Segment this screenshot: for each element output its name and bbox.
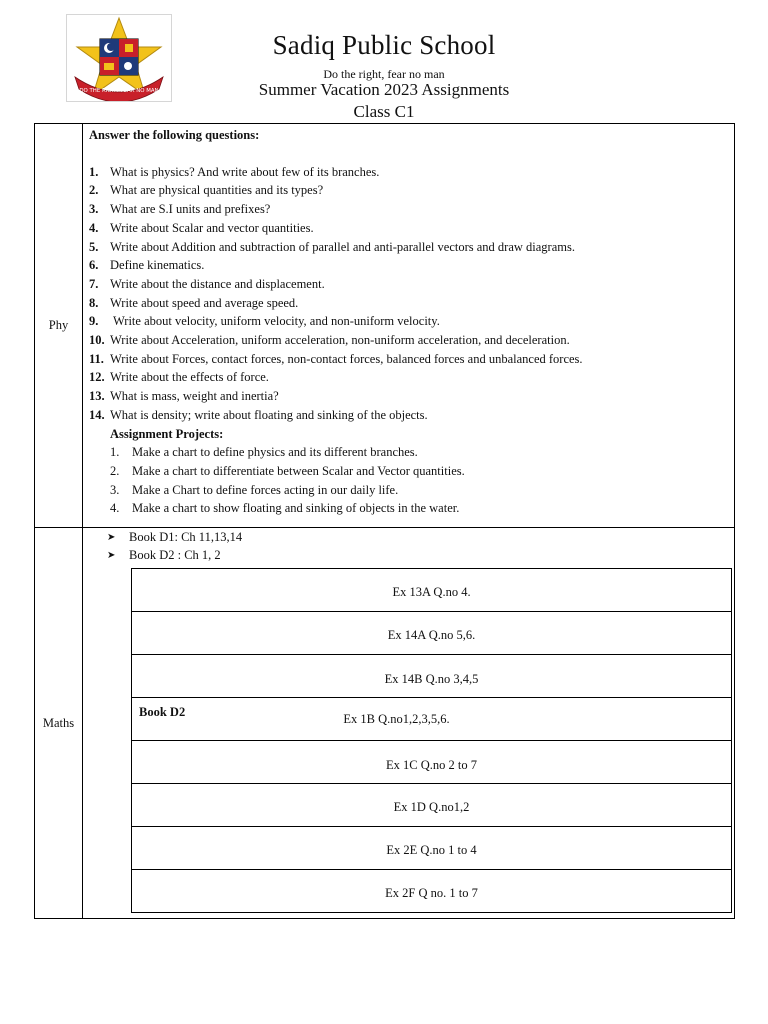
question-item: 10. Write about Acceleration, uniform acceleration, non-uniform acceleration, and deceleration. [89,333,570,348]
question-item: 5. Write about Addition and subtraction of parallel and anti-parallel vectors and draw diagrams. [89,239,575,254]
question-item: 13. What is mass, weight and inertia? [89,389,279,404]
arrow-bullet-icon: ➤ [107,532,116,543]
exercise-cell: Ex 2E Q.no 1 to 4 [132,827,732,870]
assignments-table [34,123,735,919]
exercise-cell: Ex 14A Q.no 5,6. [132,612,732,655]
maths-books-list [89,529,734,564]
question-item: 9. Write about velocity, uniform velocity, and non-uniform velocity. [89,314,440,329]
exercise-cell: Ex 14B Q.no 3,4,5 [132,655,732,698]
exercise-cell: Book D2 Ex 1B Q.no1,2,3,5,6. [132,698,732,741]
book-item: ➤ Book D2 : Ch 1, 2 [107,547,734,565]
school-name: Sadiq Public School [272,30,496,60]
subject-maths: Maths [35,528,83,919]
book-item: ➤ Book D1: Ch 11,13,14 [107,529,734,547]
exercise-cell: Ex 1C Q.no 2 to 7 [132,741,732,784]
question-item: 1. What is physics? And write about few of its branches. [89,164,380,179]
class-name: Class C1 [353,102,415,121]
question-item: 11. Write about Forces, contact forces, non-contact forces, balanced forces and unbalanced forces. [89,351,583,366]
project-item: 1. Make a chart to define physics and its different branches. [110,445,418,460]
arrow-bullet-icon: ➤ [107,549,116,561]
question-item: 7. Write about the distance and displacement. [89,276,325,291]
maths-content [83,528,735,919]
projects-heading: Assignment Projects: [110,426,224,441]
question-item: 8. Write about speed and average speed. [89,295,299,310]
question-item: 14. What is density; write about floating and sinking of the objects. [89,407,428,422]
question-item: 2. What are physical quantities and its types? [89,183,324,198]
exercises-table [131,568,732,913]
svg-text:DO THE RIGHT FEAR NO MAN: DO THE RIGHT FEAR NO MAN [79,88,159,94]
book-d2-label: Book D2 [139,705,186,719]
physics-row [35,124,735,528]
question-item: 6. Define kinematics. [89,258,205,273]
assignment-title: Summer Vacation 2023 Assignments [258,80,510,99]
exercise-cell: Ex 13A Q.no 4. [132,569,732,612]
exercise-cell: Ex 1D Q.no1,2 [132,784,732,827]
physics-content [83,124,735,528]
question-item: 3. What are S.I units and prefixes? [89,202,271,217]
project-item: 3. Make a Chart to define forces acting in our daily life. [110,482,399,497]
physics-question-list [89,163,734,425]
subject-physics: Phy [35,124,83,528]
physics-intro: Answer the following questions: [89,128,260,142]
project-item: 2. Make a chart to differentiate between Scalar and Vector quantities. [110,463,465,478]
school-motto: Do the right, fear no man [323,67,445,81]
question-item: 4. Write about Scalar and vector quantities. [89,220,314,235]
maths-row [35,528,735,919]
question-item: 12. Write about the effects of force. [89,370,269,385]
projects-list [89,443,734,518]
project-item: 4. Make a chart to show floating and sinking of objects in the water. [110,501,460,516]
exercise-cell: Ex 2F Q no. 1 to 7 [132,870,732,913]
